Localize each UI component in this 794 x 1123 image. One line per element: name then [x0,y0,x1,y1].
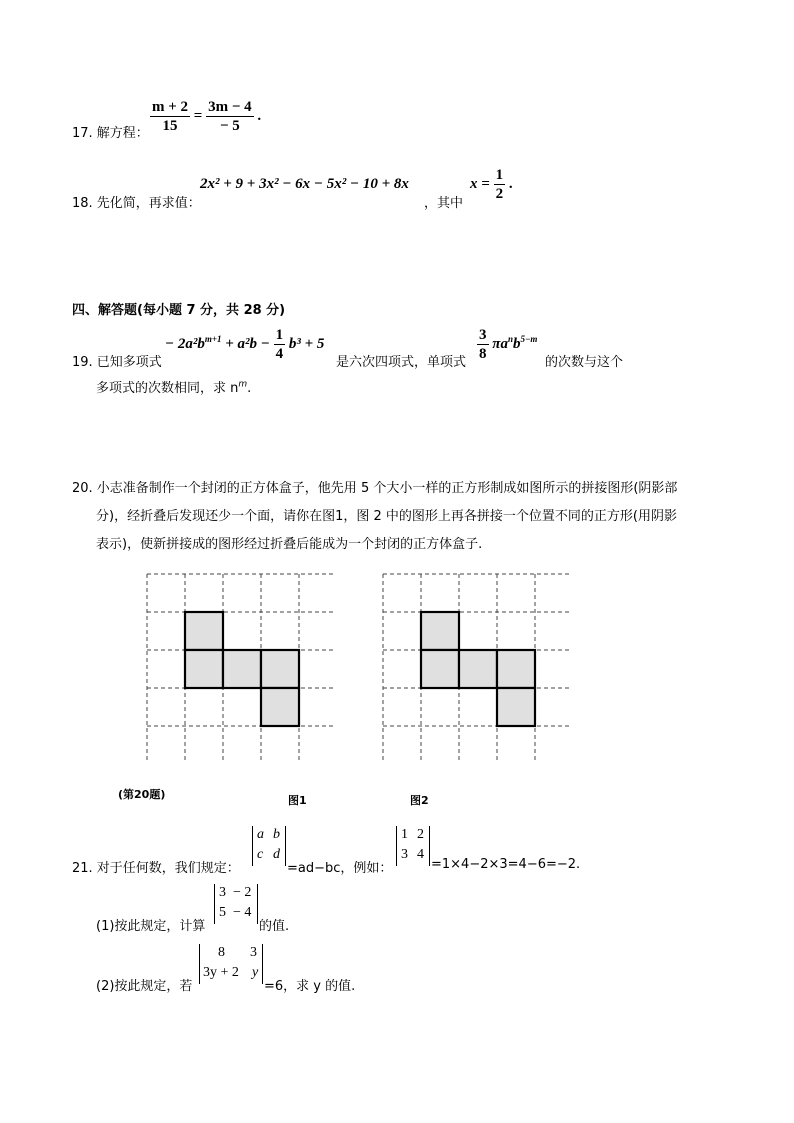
shaded-square [497,650,535,688]
q19-line2: 多项式的次数相同，求 $n^m$. [96,379,252,396]
q21-part1-label: (1)按此规定，计算 [96,919,206,934]
q20-line3: 表示)，使新拼接成的图形经过折叠后能成为一个封闭的正方体盒子. [96,537,483,552]
q21-part2-determinant: 8 3 3y + 2 y [199,944,263,984]
shaded-square [261,650,299,688]
q21-part2-label: (2)按此规定，若 [96,979,193,994]
q17-lhs-fraction: $\frac{m + 2}{15}$ [152,99,189,134]
q21-label: 21. 对于任何数，我们规定： [72,861,240,876]
q19-polynomial: − $2a^2b^{m+1} + a^2b$ − $\frac{1}{4}$ b³ + 5 [165,327,325,362]
q18-label: 18. 先化简，再求值： [72,196,201,211]
q17-equation: $\frac{m + 2}{15}$ = $\frac{3m - 4}{- 5}$ . [152,99,262,134]
shaded-square [261,688,299,726]
shaded-square [497,688,535,726]
shaded-square [223,650,261,688]
q21-definition-determinant: a b c d [252,826,286,866]
q17-rhs-fraction: $\frac{3m - 4}{- 5}$ [208,99,252,134]
figure-1-caption: 图1 [288,794,307,807]
q20-line1: 20. 小志准备制作一个封闭的正方体盒子，他先用 5 个大小一样的正方形制成如图所示的拼接图形(阴影部 [72,481,678,496]
q19-text-end: 的次数与这个 [545,355,624,370]
q19-monomial: $\frac{3}{8}$ $\pi a^nb^{5-m}$ [479,327,538,362]
q17-label: 17. 解方程： [72,126,149,141]
shaded-square [421,612,459,650]
q21-example-rhs: =1×4−2×3=4−6=−2. [431,857,581,872]
figure-2-caption: 图2 [410,794,429,807]
q21-part1-determinant: 3 − 2 5 − 4 [214,884,258,924]
figure-1-grid [146,573,336,763]
q18-x-value: x = $\frac{1}{2}$ . [470,167,513,202]
shaded-square [459,650,497,688]
shaded-square [185,650,223,688]
q18-expression: 2x² + 9 + 3x² − 6x − 5x² − 10 + 8x [200,176,409,192]
figure-2-grid [382,573,572,763]
q19-label: 19. 已知多项式 [72,355,162,370]
shaded-square [185,612,223,650]
q19-text-mid: 是六次四项式，单项式 [336,355,467,370]
q21-definition-rhs: =ad−bc，例如： [287,861,393,876]
q21-part2-end: =6，求 y 的值. [264,979,356,994]
q18-where: ，其中 [424,196,464,211]
question-caption: (第20题) [118,788,166,801]
section-title: 四、解答题(每小题 7 分，共 28 分) [72,303,286,318]
shaded-square [421,650,459,688]
q21-example-determinant: 1 2 3 4 [396,826,430,866]
q21-part1-end: 的值. [259,919,290,934]
q20-line2: 分)，经折叠后发现还少一个面，请你在图1，图 2 中的图形上再各拼接一个位置不同的正方形(用阴影 [96,509,677,524]
